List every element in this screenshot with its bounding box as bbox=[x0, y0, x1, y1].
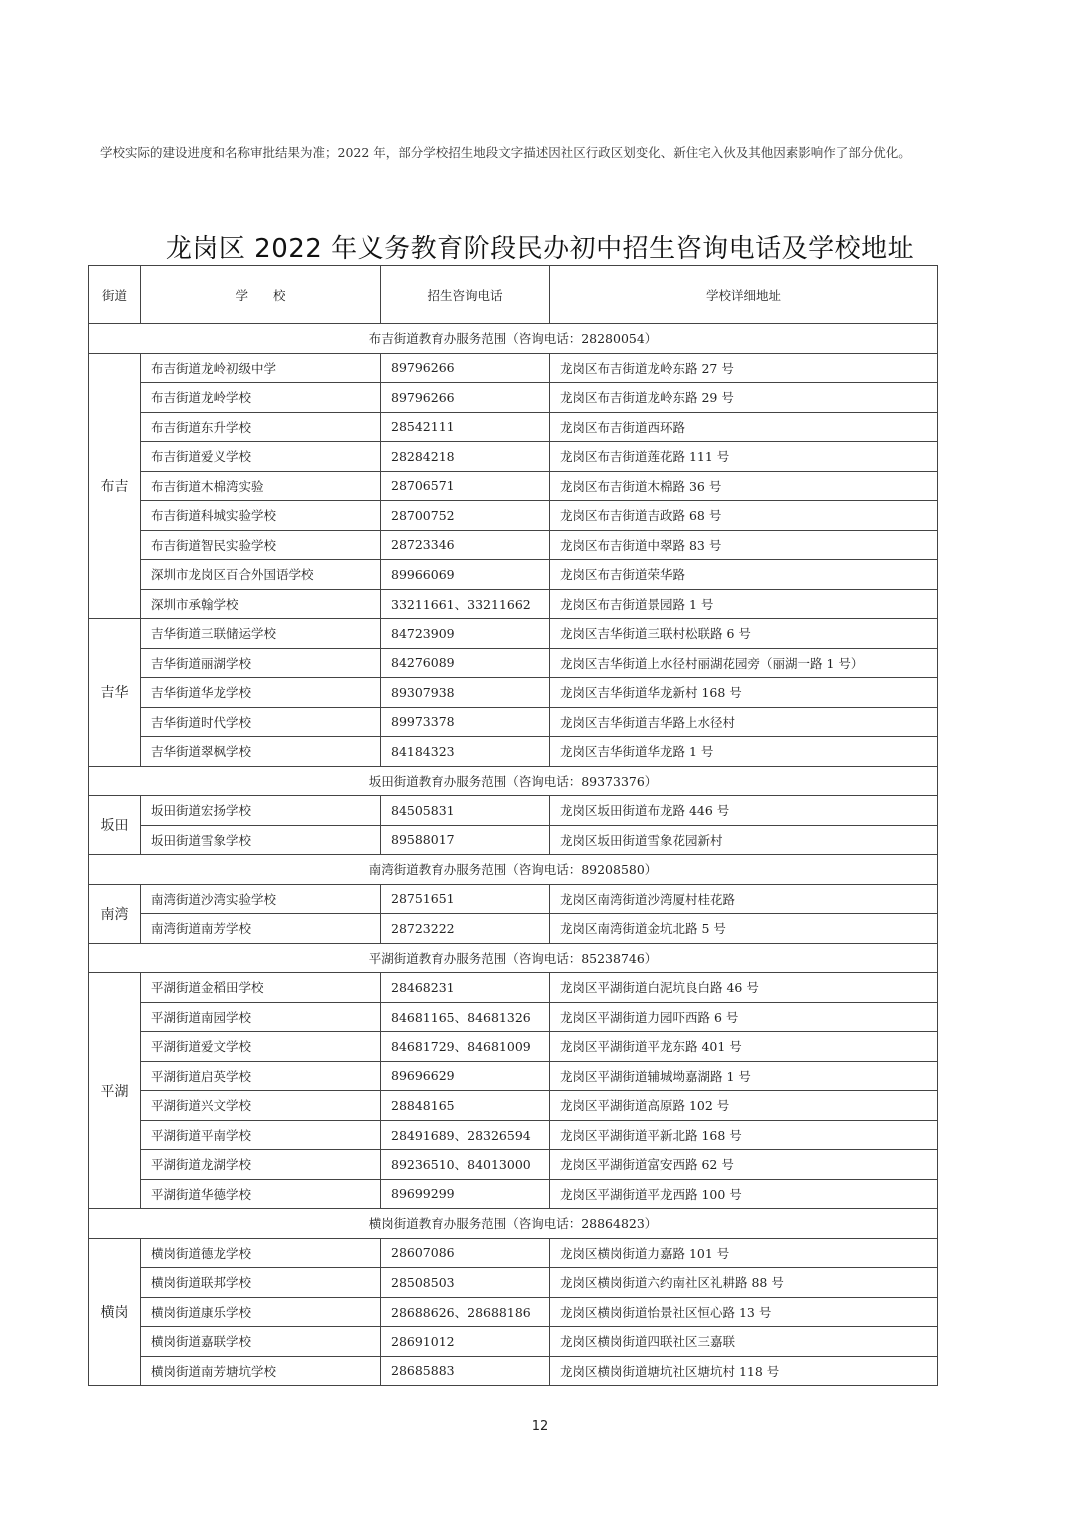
school-table bbox=[88, 265, 938, 1386]
school-cell: 坂田街道雪象学校 bbox=[141, 825, 381, 855]
table-row bbox=[89, 442, 938, 472]
school-cell: 平湖街道平南学校 bbox=[141, 1120, 381, 1150]
table-row bbox=[89, 1002, 938, 1032]
page-title: 龙岗区 2022 年义务教育阶段民办初中招生咨询电话及学校地址 bbox=[165, 234, 915, 264]
phone-cell: 28508503 bbox=[381, 1268, 550, 1298]
phone-cell: 28685883 bbox=[381, 1356, 550, 1386]
school-cell: 横岗街道德龙学校 bbox=[141, 1238, 381, 1268]
phone-cell: 28491689、28326594 bbox=[381, 1120, 550, 1150]
school-cell: 布吉街道龙岭学校 bbox=[141, 383, 381, 413]
street-cell: 布吉 bbox=[89, 353, 141, 619]
address-cell: 龙岗区平湖街道辅城坳嘉湖路 1 号 bbox=[550, 1061, 938, 1091]
address-cell: 龙岗区布吉街道龙岭东路 27 号 bbox=[550, 353, 938, 383]
phone-cell: 89696629 bbox=[381, 1061, 550, 1091]
table-row bbox=[89, 1238, 938, 1268]
header-school: 学 校 bbox=[141, 266, 381, 324]
school-cell: 布吉街道科城实验学校 bbox=[141, 501, 381, 531]
table-row bbox=[89, 1327, 938, 1357]
school-cell: 布吉街道爱义学校 bbox=[141, 442, 381, 472]
table-row bbox=[89, 973, 938, 1003]
header-street: 街道 bbox=[89, 266, 141, 324]
address-cell: 龙岗区吉华街道华龙路 1 号 bbox=[550, 737, 938, 767]
section-row bbox=[89, 766, 938, 796]
table-row bbox=[89, 1179, 938, 1209]
address-cell: 龙岗区横岗街道六约南社区礼耕路 88 号 bbox=[550, 1268, 938, 1298]
address-cell: 龙岗区吉华街道三联村松联路 6 号 bbox=[550, 619, 938, 649]
school-cell: 布吉街道智民实验学校 bbox=[141, 530, 381, 560]
table-row bbox=[89, 796, 938, 826]
section-row bbox=[89, 1209, 938, 1239]
phone-cell: 28706571 bbox=[381, 471, 550, 501]
address-cell: 龙岗区横岗街道怡景社区恒心路 13 号 bbox=[550, 1297, 938, 1327]
address-cell: 龙岗区平湖街道白泥坑良白路 46 号 bbox=[550, 973, 938, 1003]
table-row bbox=[89, 619, 938, 649]
phone-cell: 28607086 bbox=[381, 1238, 550, 1268]
street-cell: 南湾 bbox=[89, 884, 141, 943]
phone-cell: 28700752 bbox=[381, 501, 550, 531]
header-phone: 招生咨询电话 bbox=[381, 266, 550, 324]
phone-cell: 84681165、84681326 bbox=[381, 1002, 550, 1032]
school-cell: 南湾街道南芳学校 bbox=[141, 914, 381, 944]
phone-cell: 84184323 bbox=[381, 737, 550, 767]
address-cell: 龙岗区布吉街道西环路 bbox=[550, 412, 938, 442]
phone-cell: 28723346 bbox=[381, 530, 550, 560]
address-cell: 龙岗区平湖街道富安西路 62 号 bbox=[550, 1150, 938, 1180]
phone-cell: 89973378 bbox=[381, 707, 550, 737]
table-row bbox=[89, 914, 938, 944]
phone-cell: 28751651 bbox=[381, 884, 550, 914]
section-row bbox=[89, 855, 938, 885]
phone-cell: 89307938 bbox=[381, 678, 550, 708]
address-cell: 龙岗区吉华街道华龙新村 168 号 bbox=[550, 678, 938, 708]
street-cell: 吉华 bbox=[89, 619, 141, 767]
table-row bbox=[89, 530, 938, 560]
school-cell: 平湖街道金稻田学校 bbox=[141, 973, 381, 1003]
school-cell: 深圳市承翰学校 bbox=[141, 589, 381, 619]
address-cell: 龙岗区横岗街道四联社区三嘉联 bbox=[550, 1327, 938, 1357]
table-row bbox=[89, 1061, 938, 1091]
school-cell: 横岗街道康乐学校 bbox=[141, 1297, 381, 1327]
table-row bbox=[89, 737, 938, 767]
table-row bbox=[89, 501, 938, 531]
address-cell: 龙岗区平湖街道平新北路 168 号 bbox=[550, 1120, 938, 1150]
section-label: 坂田街道教育办服务范围（咨询电话：89373376） bbox=[89, 766, 938, 796]
phone-cell: 89966069 bbox=[381, 560, 550, 590]
address-cell: 龙岗区坂田街道雪象花园新村 bbox=[550, 825, 938, 855]
phone-cell: 28848165 bbox=[381, 1091, 550, 1121]
phone-cell: 28691012 bbox=[381, 1327, 550, 1357]
phone-cell: 89236510、84013000 bbox=[381, 1150, 550, 1180]
section-label: 布吉街道教育办服务范围（咨询电话：28280054） bbox=[89, 324, 938, 354]
section-label: 平湖街道教育办服务范围（咨询电话：85238746） bbox=[89, 943, 938, 973]
phone-cell: 89588017 bbox=[381, 825, 550, 855]
phone-cell: 89796266 bbox=[381, 383, 550, 413]
phone-cell: 28284218 bbox=[381, 442, 550, 472]
table-body bbox=[89, 324, 938, 1386]
street-cell: 平湖 bbox=[89, 973, 141, 1209]
table-row bbox=[89, 383, 938, 413]
school-cell: 深圳市龙岗区百合外国语学校 bbox=[141, 560, 381, 590]
table-row bbox=[89, 1356, 938, 1386]
school-cell: 吉华街道翠枫学校 bbox=[141, 737, 381, 767]
table-row bbox=[89, 353, 938, 383]
address-cell: 龙岗区横岗街道力嘉路 101 号 bbox=[550, 1238, 938, 1268]
phone-cell: 89699299 bbox=[381, 1179, 550, 1209]
table-row bbox=[89, 1120, 938, 1150]
address-cell: 龙岗区南湾街道金坑北路 5 号 bbox=[550, 914, 938, 944]
phone-cell: 33211661、33211662 bbox=[381, 589, 550, 619]
address-cell: 龙岗区平湖街道力园吓西路 6 号 bbox=[550, 1002, 938, 1032]
address-cell: 龙岗区吉华街道上水径村丽湖花园旁（丽湖一路 1 号） bbox=[550, 648, 938, 678]
school-cell: 吉华街道时代学校 bbox=[141, 707, 381, 737]
address-cell: 龙岗区南湾街道沙湾厦村桂花路 bbox=[550, 884, 938, 914]
table-row bbox=[89, 1297, 938, 1327]
section-label: 横岗街道教育办服务范围（咨询电话：28864823） bbox=[89, 1209, 938, 1239]
page-number: 12 bbox=[531, 1419, 549, 1434]
table-row bbox=[89, 412, 938, 442]
table-header-row bbox=[89, 266, 938, 324]
address-cell: 龙岗区布吉街道木棉路 36 号 bbox=[550, 471, 938, 501]
phone-cell: 84276089 bbox=[381, 648, 550, 678]
school-cell: 平湖街道华德学校 bbox=[141, 1179, 381, 1209]
school-cell: 平湖街道启英学校 bbox=[141, 1061, 381, 1091]
school-cell: 布吉街道东升学校 bbox=[141, 412, 381, 442]
address-cell: 龙岗区平湖街道平龙东路 401 号 bbox=[550, 1032, 938, 1062]
table-row bbox=[89, 648, 938, 678]
section-label: 南湾街道教育办服务范围（咨询电话：89208580） bbox=[89, 855, 938, 885]
table-row bbox=[89, 1032, 938, 1062]
table-row bbox=[89, 678, 938, 708]
address-cell: 龙岗区布吉街道景园路 1 号 bbox=[550, 589, 938, 619]
table-row bbox=[89, 560, 938, 590]
table-row bbox=[89, 707, 938, 737]
address-cell: 龙岗区布吉街道荣华路 bbox=[550, 560, 938, 590]
phone-cell: 28723222 bbox=[381, 914, 550, 944]
section-row bbox=[89, 324, 938, 354]
address-cell: 龙岗区平湖街道平龙西路 100 号 bbox=[550, 1179, 938, 1209]
table-row bbox=[89, 825, 938, 855]
header-address: 学校详细地址 bbox=[550, 266, 938, 324]
intro-note: 学校实际的建设进度和名称审批结果为准；2022 年，部分学校招生地段文字描述因社区行政区划变化、新住宅入伙及其他因素影响作了部分优化。 bbox=[100, 145, 911, 160]
school-cell: 横岗街道嘉联学校 bbox=[141, 1327, 381, 1357]
address-cell: 龙岗区布吉街道吉政路 68 号 bbox=[550, 501, 938, 531]
street-cell: 横岗 bbox=[89, 1238, 141, 1386]
school-cell: 坂田街道宏扬学校 bbox=[141, 796, 381, 826]
school-cell: 平湖街道爱文学校 bbox=[141, 1032, 381, 1062]
address-cell: 龙岗区布吉街道莲花路 111 号 bbox=[550, 442, 938, 472]
table-row bbox=[89, 471, 938, 501]
phone-cell: 84723909 bbox=[381, 619, 550, 649]
street-cell: 坂田 bbox=[89, 796, 141, 855]
school-cell: 吉华街道三联储运学校 bbox=[141, 619, 381, 649]
school-cell: 布吉街道龙岭初级中学 bbox=[141, 353, 381, 383]
phone-cell: 89796266 bbox=[381, 353, 550, 383]
address-cell: 龙岗区吉华街道吉华路上水径村 bbox=[550, 707, 938, 737]
school-cell: 横岗街道南芳塘坑学校 bbox=[141, 1356, 381, 1386]
school-cell: 平湖街道南园学校 bbox=[141, 1002, 381, 1032]
address-cell: 龙岗区横岗街道塘坑社区塘坑村 118 号 bbox=[550, 1356, 938, 1386]
table-row bbox=[89, 884, 938, 914]
address-cell: 龙岗区坂田街道布龙路 446 号 bbox=[550, 796, 938, 826]
table-row bbox=[89, 1268, 938, 1298]
school-cell: 布吉街道木棉湾实验 bbox=[141, 471, 381, 501]
phone-cell: 28468231 bbox=[381, 973, 550, 1003]
school-cell: 横岗街道联邦学校 bbox=[141, 1268, 381, 1298]
school-cell: 吉华街道丽湖学校 bbox=[141, 648, 381, 678]
phone-cell: 28688626、28688186 bbox=[381, 1297, 550, 1327]
school-cell: 吉华街道华龙学校 bbox=[141, 678, 381, 708]
school-cell: 南湾街道沙湾实验学校 bbox=[141, 884, 381, 914]
address-cell: 龙岗区布吉街道龙岭东路 29 号 bbox=[550, 383, 938, 413]
table-row bbox=[89, 1150, 938, 1180]
phone-cell: 84505831 bbox=[381, 796, 550, 826]
phone-cell: 84681729、84681009 bbox=[381, 1032, 550, 1062]
section-row bbox=[89, 943, 938, 973]
address-cell: 龙岗区平湖街道高原路 102 号 bbox=[550, 1091, 938, 1121]
table-row bbox=[89, 589, 938, 619]
school-cell: 平湖街道兴文学校 bbox=[141, 1091, 381, 1121]
phone-cell: 28542111 bbox=[381, 412, 550, 442]
table-row bbox=[89, 1091, 938, 1121]
address-cell: 龙岗区布吉街道中翠路 83 号 bbox=[550, 530, 938, 560]
school-cell: 平湖街道龙湖学校 bbox=[141, 1150, 381, 1180]
